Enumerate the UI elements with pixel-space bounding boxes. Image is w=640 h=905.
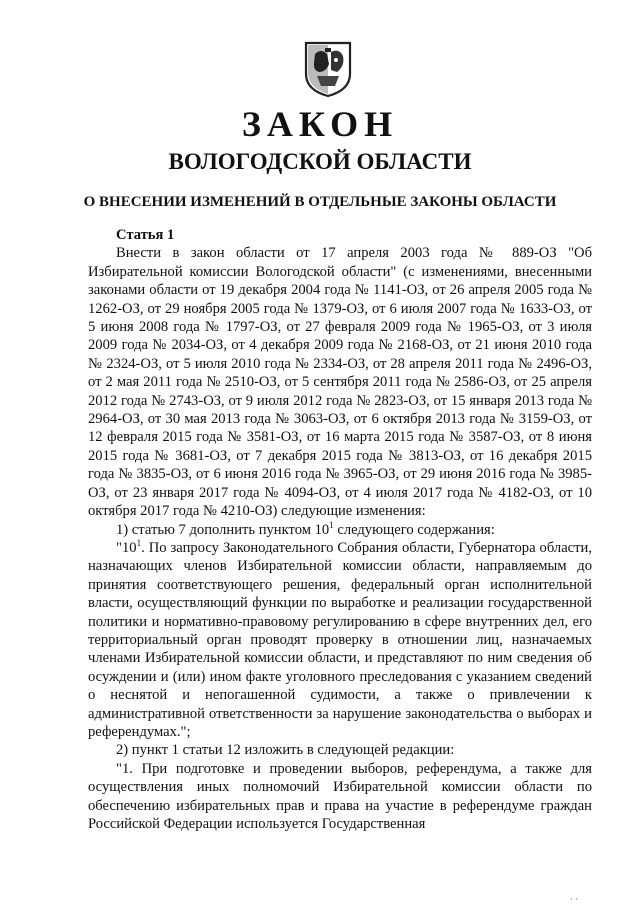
document-subject: О ВНЕСЕНИИ ИЗМЕНЕНИЙ В ОТДЕЛЬНЫЕ ЗАКОНЫ ОБЛАСТИ bbox=[83, 194, 557, 210]
quote1-text: . По запросу Законодательного Собрания области, Губернатора области, назначающих членов Избирательной комиссии области, направляемым до принятия соответствующего решения, федеральный орган исполнительной власти, осуществляющий функции по выработке и реализации государственной политики и нормативно-правовому регулированию в сфере внутренних дел, его территориальный орган проводят проверку в отношении лиц, назначаемых членами Избирательной комиссии области, и представляют по ним сведения об осуждении и (или) ином факте уголовного преследования с указанием сведений о неснятой и непогашенной судимости, а также о привлечении к административной ответственности за нарушение законодательства о выборах и референдумах."; bbox=[88, 539, 592, 740]
quote1-superscript: 1 bbox=[136, 537, 142, 548]
item1-text: 1) статью 7 дополнить пунктом 10 bbox=[116, 521, 330, 538]
article-intro-paragraph: Внести в закон области от 17 апреля 2003 года № 889-ОЗ "Об Избирательной комиссии Вологодской области" (с изменениями, внесенными законами области от 19 декабря 2004 года № 1141-ОЗ, от 26 апреля 2005 года № 1262-ОЗ, от 29 ноября 2005 года № 1379-ОЗ, от 6 июля 2007 года № 1633-ОЗ, от 5 июня 2008 года № 1797-ОЗ, от 27 февраля 2009 года № 1965-ОЗ, от 3 июля 2009 года № 2034-ОЗ, от 4 декабря 2009 года № 2168-ОЗ, от 21 июня 2010 года № 2324-ОЗ, от 5 июля 2010 года № 2334-ОЗ, от 28 апреля 2011 года № 2496-ОЗ, от 2 мая 2011 года № 2510-ОЗ, от 5 сентября 2011 года № 2586-ОЗ, от 25 апреля 2012 года № 2743-ОЗ, от 9 июля 2012 года № 2823-ОЗ, от 15 января 2013 года № 2964-ОЗ, от 30 мая 2013 года № 3063-ОЗ, от 6 октября 2013 года № 3159-ОЗ, от 12 февраля 2015 года № 3581-ОЗ, от 16 марта 2015 года № 3587-ОЗ, от 8 июня 2015 года № 3681-ОЗ, от 7 декабря 2015 года № 3813-ОЗ, от 16 декабря 2015 года № 3835-ОЗ, от 6 июня 2016 года № 3965-ОЗ, от 29 июня 2016 года № 3985-ОЗ, от 23 января 2017 года № 4094-ОЗ, от 4 июля 2017 года № 4182-ОЗ, от 10 октября 2017 года № 4210-ОЗ) следующие изменения: bbox=[88, 245, 592, 520]
amendment-item-1 bbox=[88, 521, 592, 539]
coat-of-arms-icon bbox=[303, 40, 353, 98]
region-title: ВОЛОГОДСКОЙ ОБЛАСТИ bbox=[168, 149, 472, 174]
amendment-item-2: 2) пункт 1 статьи 12 изложить в следующей редакции: bbox=[116, 742, 455, 759]
quote1-number: "10 bbox=[116, 539, 137, 556]
amendment-quote-1 bbox=[88, 539, 592, 741]
article-heading: Статья 1 bbox=[116, 227, 175, 243]
page-mark: · · bbox=[570, 894, 579, 904]
item1-text-end: следующего содержания: bbox=[333, 521, 495, 538]
item1-superscript: 1 bbox=[329, 519, 334, 530]
document-title: ЗАКОН bbox=[241, 104, 399, 144]
document-body bbox=[88, 226, 592, 833]
amendment-quote-2: "1. При подготовке и проведении выборов, референдума, а также для осуществления иных полномочий Избирательной комиссии области по обеспечению избирательных прав и права на участие в референдуме граждан Российской Федерации используется Государственная bbox=[88, 760, 592, 832]
